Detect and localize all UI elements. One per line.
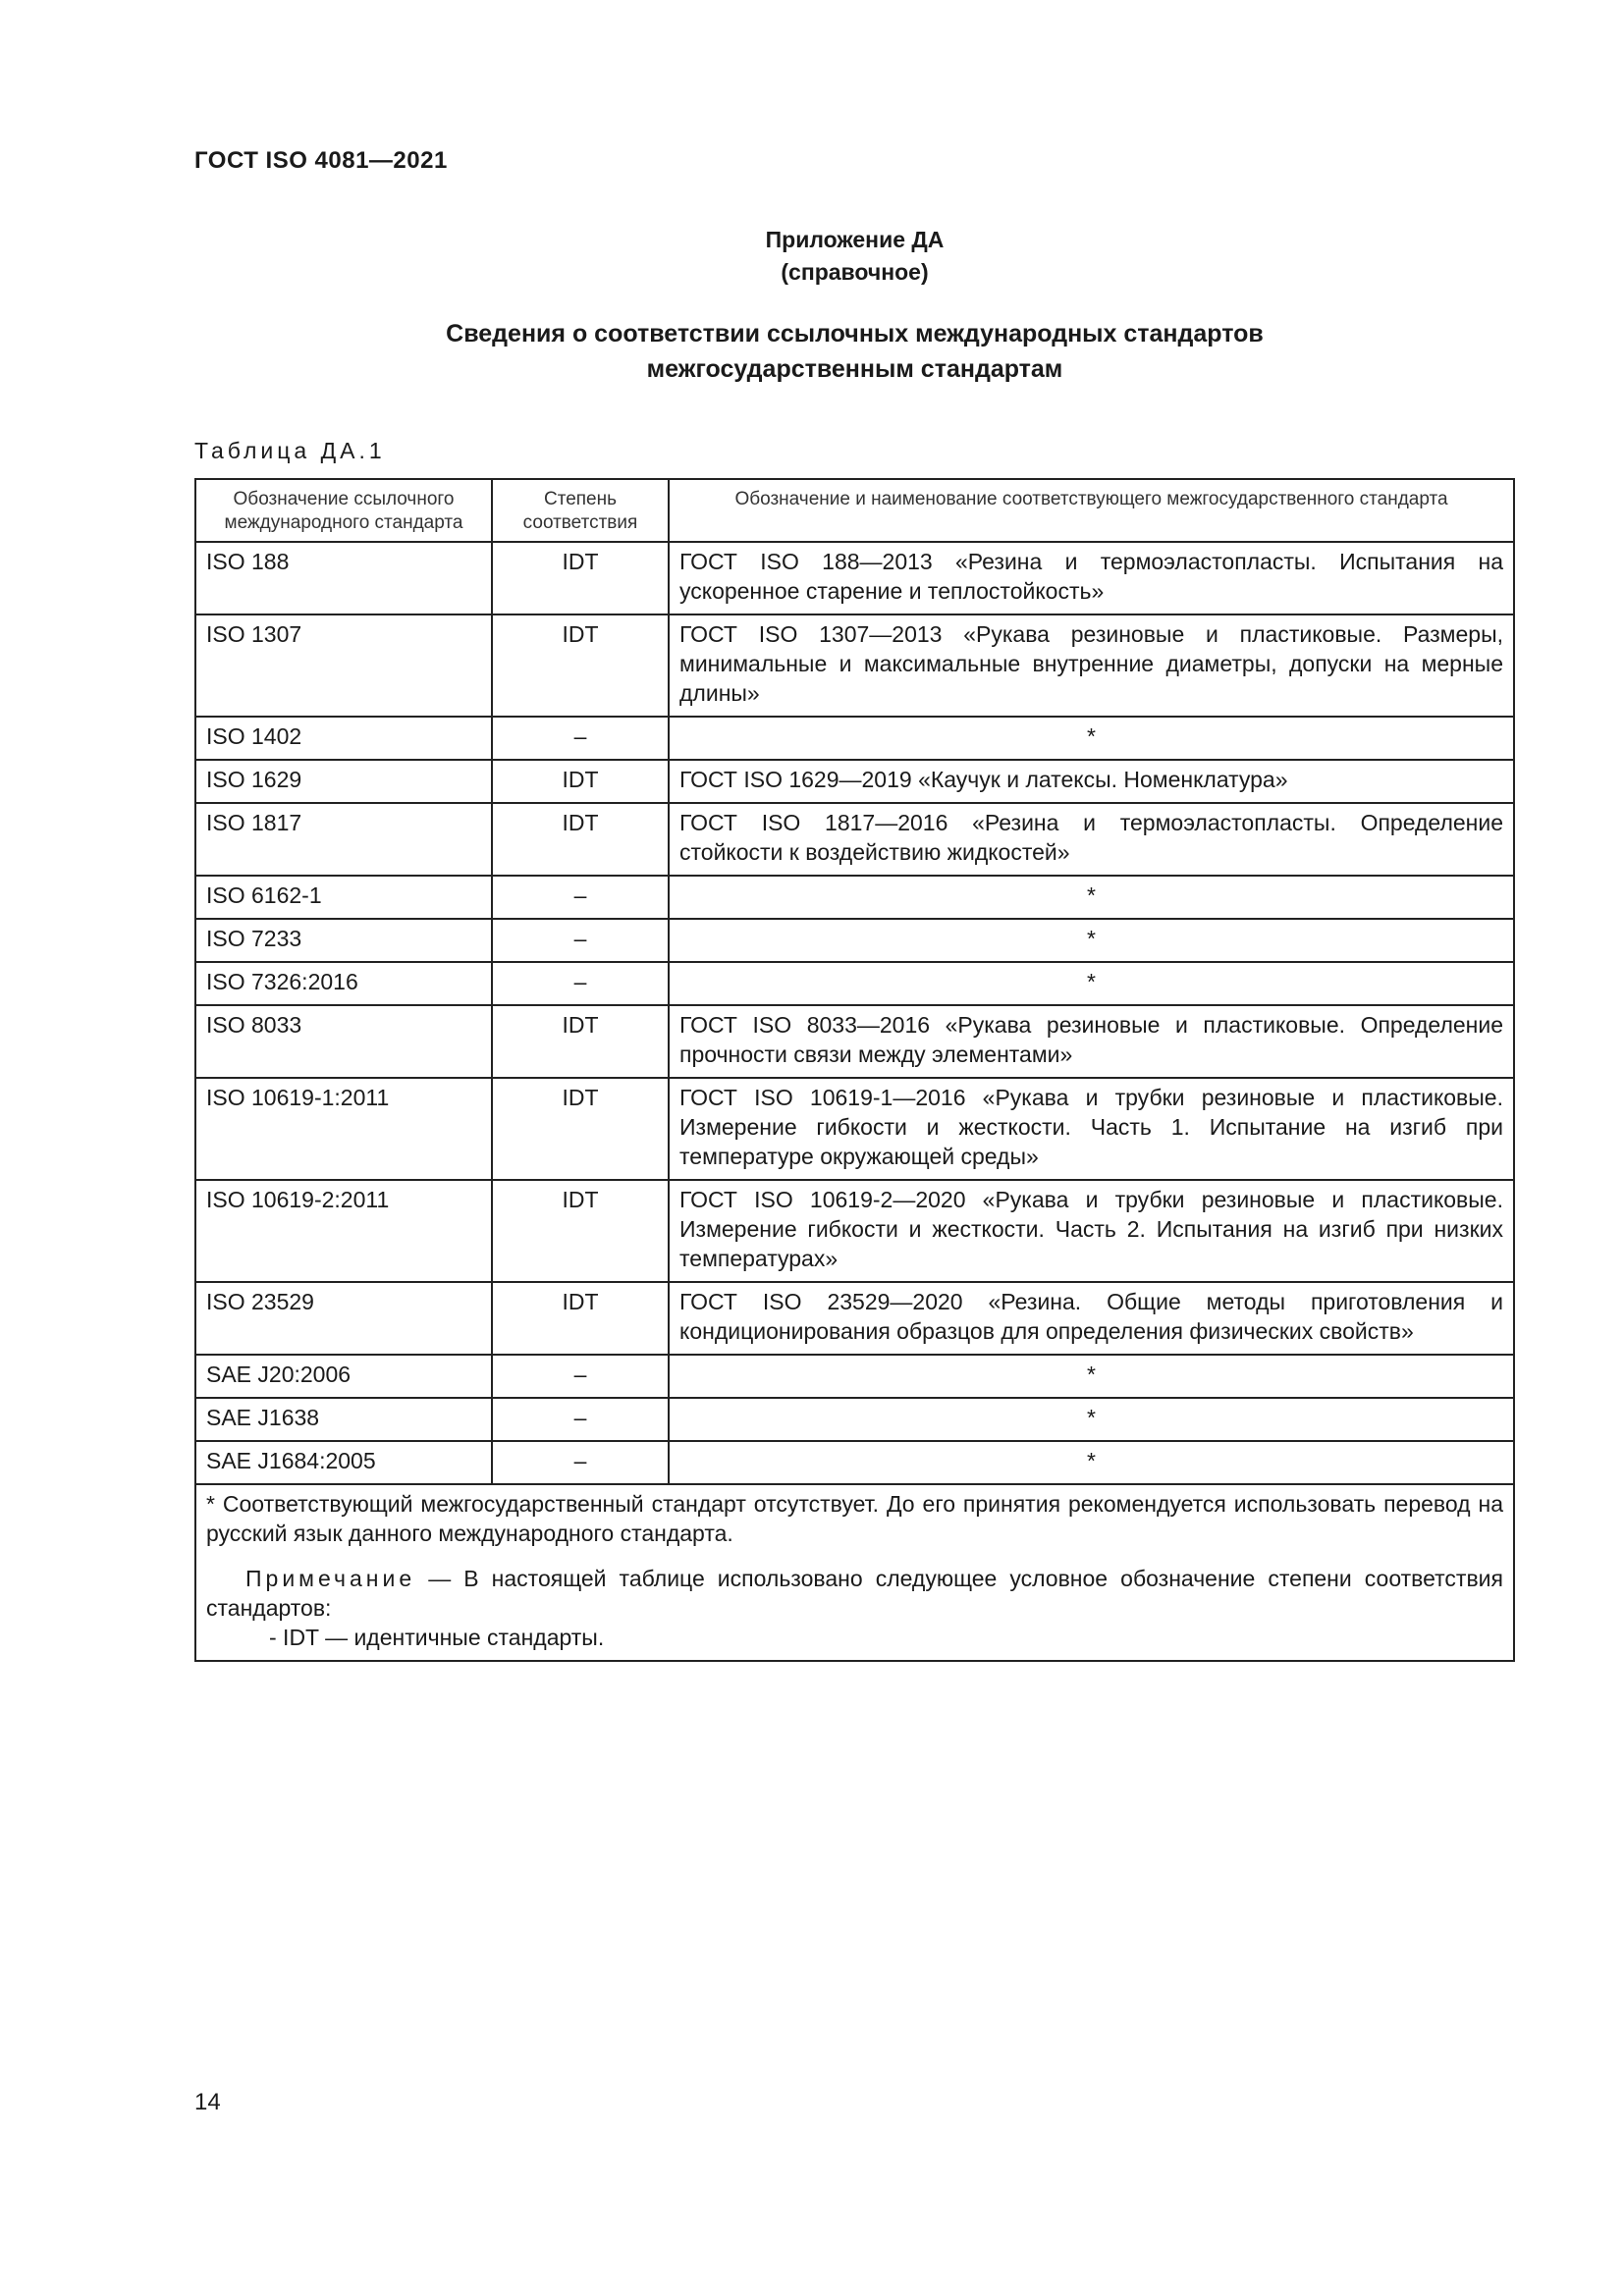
- degree-cell: IDT: [492, 1180, 669, 1282]
- table-header-row: [195, 479, 1514, 542]
- column-header-interstate-standard: Обозначение и наименование соответствующего межгосударственного стандарта: [669, 479, 1514, 542]
- reference-standard-cell: ISO 6162-1: [195, 876, 492, 919]
- table-footer-row: [195, 1484, 1514, 1661]
- reference-standard-cell: ISO 7326:2016: [195, 962, 492, 1005]
- section-heading-line-1: Сведения о соответствии ссылочных международных стандартов: [446, 320, 1264, 347]
- table-row: [195, 1282, 1514, 1355]
- degree-cell: IDT: [492, 542, 669, 614]
- table-row: [195, 760, 1514, 803]
- interstate-standard-cell: ГОСТ ISO 10619-2—2020 «Рукава и трубки резиновые и пластиковые. Измерение гибкости и жесткости. Часть 2. Испытания на изгиб при низких температурах»: [669, 1180, 1514, 1282]
- reference-standard-cell: ISO 1402: [195, 717, 492, 760]
- table-row: [195, 542, 1514, 614]
- reference-standard-cell: ISO 1817: [195, 803, 492, 876]
- annex-subtitle: (справочное): [781, 259, 929, 285]
- interstate-standard-cell: *: [669, 919, 1514, 962]
- interstate-standard-cell: ГОСТ ISO 23529—2020 «Резина. Общие методы приготовления и кондиционирования образцов для определения физических свойств»: [669, 1282, 1514, 1355]
- annex-header: [194, 224, 1515, 289]
- column-header-reference: Обозначение ссылочного международного стандарта: [195, 479, 492, 542]
- degree-cell: –: [492, 962, 669, 1005]
- degree-cell: IDT: [492, 614, 669, 717]
- interstate-standard-cell: ГОСТ ISO 1307—2013 «Рукава резиновые и пластиковые. Размеры, минимальные и максимальные внутренние диаметры, допуски на мерные длины»: [669, 614, 1514, 717]
- section-heading-line-2: межгосударственным стандартам: [646, 355, 1063, 383]
- degree-cell: IDT: [492, 760, 669, 803]
- document-code: ГОСТ ISO 4081—2021: [194, 147, 448, 174]
- interstate-standard-cell: *: [669, 1441, 1514, 1484]
- interstate-standard-cell: *: [669, 1355, 1514, 1398]
- degree-cell: IDT: [492, 803, 669, 876]
- table-row: [195, 876, 1514, 919]
- interstate-standard-cell: *: [669, 1398, 1514, 1441]
- reference-standard-cell: SAE J1684:2005: [195, 1441, 492, 1484]
- reference-standard-cell: SAE J20:2006: [195, 1355, 492, 1398]
- degree-cell: –: [492, 919, 669, 962]
- degree-cell: –: [492, 717, 669, 760]
- reference-standard-cell: ISO 7233: [195, 919, 492, 962]
- interstate-standard-cell: *: [669, 962, 1514, 1005]
- interstate-standard-cell: ГОСТ ISO 1629—2019 «Каучук и латексы. Номенклатура»: [669, 760, 1514, 803]
- reference-standard-cell: ISO 188: [195, 542, 492, 614]
- degree-cell: IDT: [492, 1078, 669, 1180]
- table-row: [195, 1398, 1514, 1441]
- table-row: [195, 1180, 1514, 1282]
- table-row: [195, 919, 1514, 962]
- reference-standard-cell: SAE J1638: [195, 1398, 492, 1441]
- section-heading: [194, 316, 1515, 387]
- correspondence-table: [194, 478, 1515, 1662]
- footnote: * Соответствующий межгосударственный стандарт отсутствует. До его принятия рекомендуется использовать перевод на русский язык данного международного стандарта.: [206, 1491, 1503, 1546]
- table-row: [195, 1078, 1514, 1180]
- table-caption: Таблица ДА.1: [194, 438, 386, 463]
- degree-cell: IDT: [492, 1005, 669, 1078]
- interstate-standard-cell: ГОСТ ISO 188—2013 «Резина и термоэластопласты. Испытания на ускоренное старение и теплостойкость»: [669, 542, 1514, 614]
- reference-standard-cell: ISO 23529: [195, 1282, 492, 1355]
- table-row: [195, 717, 1514, 760]
- interstate-standard-cell: *: [669, 717, 1514, 760]
- degree-cell: –: [492, 876, 669, 919]
- table-row: [195, 1355, 1514, 1398]
- reference-standard-cell: ISO 10619-2:2011: [195, 1180, 492, 1282]
- note-label: Примечание: [245, 1566, 416, 1591]
- reference-standard-cell: ISO 1629: [195, 760, 492, 803]
- reference-standard-cell: ISO 8033: [195, 1005, 492, 1078]
- interstate-standard-cell: ГОСТ ISO 8033—2016 «Рукава резиновые и пластиковые. Определение прочности связи между элементами»: [669, 1005, 1514, 1078]
- table-row: [195, 1441, 1514, 1484]
- table-row: [195, 803, 1514, 876]
- note-item: - IDT — идентичные стандарты.: [269, 1625, 605, 1650]
- reference-standard-cell: ISO 10619-1:2011: [195, 1078, 492, 1180]
- note: [206, 1564, 1503, 1623]
- interstate-standard-cell: *: [669, 876, 1514, 919]
- degree-cell: –: [492, 1398, 669, 1441]
- table-row: [195, 1005, 1514, 1078]
- table-body: [195, 542, 1514, 1484]
- degree-cell: IDT: [492, 1282, 669, 1355]
- table-row: [195, 614, 1514, 717]
- reference-standard-cell: ISO 1307: [195, 614, 492, 717]
- note-text: — В настоящей таблице использовано следующее условное обозначение степени соответствия стандартов:: [206, 1566, 1503, 1621]
- table-footer: [195, 1484, 1514, 1661]
- interstate-standard-cell: ГОСТ ISO 10619-1—2016 «Рукава и трубки резиновые и пластиковые. Измерение гибкости и жесткости. Часть 1. Испытание на изгиб при температуре окружающей среды»: [669, 1078, 1514, 1180]
- page-number: 14: [194, 2089, 221, 2115]
- degree-cell: –: [492, 1441, 669, 1484]
- table-row: [195, 962, 1514, 1005]
- annex-title: Приложение ДА: [765, 227, 945, 252]
- degree-cell: –: [492, 1355, 669, 1398]
- column-header-degree: Степень соответствия: [492, 479, 669, 542]
- interstate-standard-cell: ГОСТ ISO 1817—2016 «Резина и термоэластопласты. Определение стойкости к воздействию жидкостей»: [669, 803, 1514, 876]
